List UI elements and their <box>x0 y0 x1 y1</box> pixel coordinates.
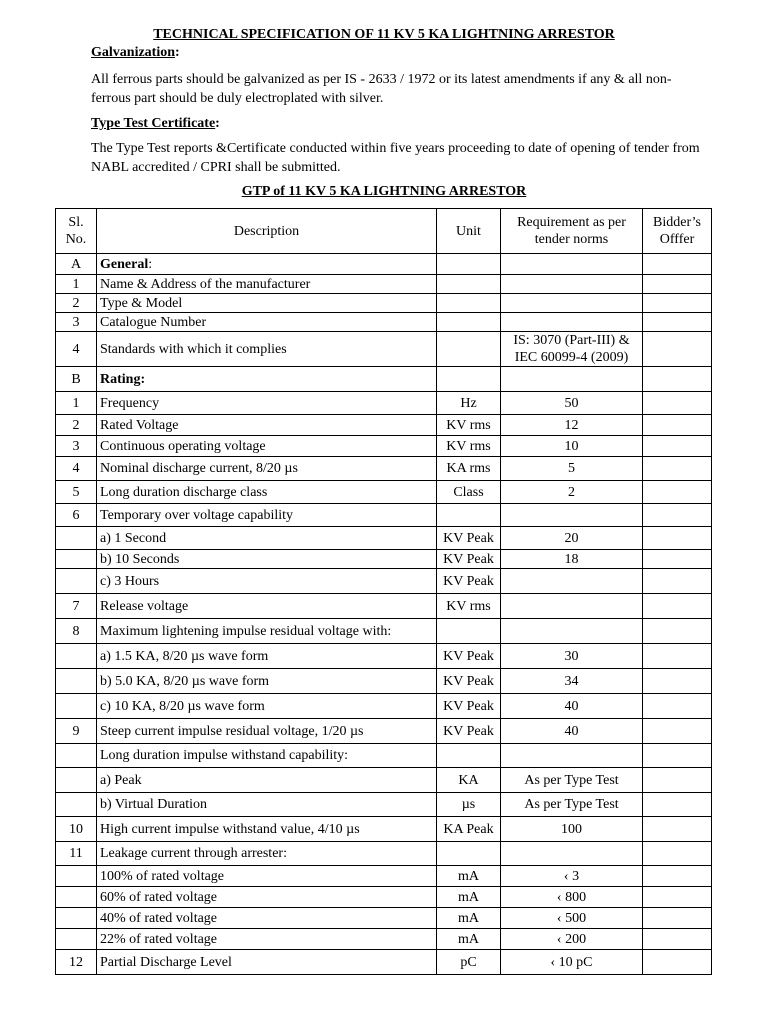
cell-bidders-offer <box>643 694 712 719</box>
type-test-text: The Type Test reports &Certificate conducted within five years proceeding to date of opening of tender from NABL accredited / CPRI shall be submitted. <box>91 141 700 175</box>
cell-sl-no <box>56 569 97 594</box>
cell-requirement: 2 <box>501 481 643 504</box>
cell-description: a) 1.5 KA, 8/20 µs wave form <box>97 644 437 669</box>
cell-description: c) 3 Hours <box>97 569 437 594</box>
cell-sl-no <box>56 744 97 768</box>
cell-bidders-offer <box>643 594 712 619</box>
table-row <box>56 908 712 929</box>
cell-bidders-offer <box>643 817 712 842</box>
cell-bidders-offer <box>643 367 712 392</box>
table-row <box>56 481 712 504</box>
cell-unit: KV Peak <box>437 550 501 569</box>
cell-description: Temporary over voltage capability <box>97 504 437 527</box>
cell-requirement <box>501 619 643 644</box>
cell-bidders-offer <box>643 744 712 768</box>
cell-requirement: 40 <box>501 719 643 744</box>
cell-unit: KA Peak <box>437 817 501 842</box>
cell-sl-no <box>56 669 97 694</box>
cell-description: 22% of rated voltage <box>97 929 437 950</box>
table-header-row <box>56 209 712 254</box>
cell-description: Rated Voltage <box>97 415 437 436</box>
cell-sl-no: 7 <box>56 594 97 619</box>
cell-sl-no: 5 <box>56 481 97 504</box>
table-row <box>56 313 712 332</box>
cell-unit: µs <box>437 793 501 817</box>
cell-requirement: 100 <box>501 817 643 842</box>
cell-description: Name & Address of the manufacturer <box>97 275 437 294</box>
table-row <box>56 527 712 550</box>
cell-sl-no: 12 <box>56 950 97 975</box>
table-row <box>56 950 712 975</box>
cell-bidders-offer <box>643 457 712 481</box>
cell-description: Nominal discharge current, 8/20 µs <box>97 457 437 481</box>
cell-sl-no: 1 <box>56 275 97 294</box>
table-row <box>56 669 712 694</box>
cell-bidders-offer <box>643 908 712 929</box>
cell-sl-no: 8 <box>56 619 97 644</box>
cell-sl-no <box>56 908 97 929</box>
cell-description: Rating: <box>97 367 437 392</box>
cell-unit: mA <box>437 908 501 929</box>
cell-bidders-offer <box>643 719 712 744</box>
table-row <box>56 275 712 294</box>
table-body <box>56 254 712 975</box>
cell-unit: KV Peak <box>437 569 501 594</box>
cell-requirement: ‹ 10 pC <box>501 950 643 975</box>
cell-description: b) Virtual Duration <box>97 793 437 817</box>
cell-bidders-offer <box>643 436 712 457</box>
table-row <box>56 294 712 313</box>
cell-description: Maximum lightening impulse residual voltage with: <box>97 619 437 644</box>
cell-unit: Class <box>437 481 501 504</box>
cell-unit <box>437 619 501 644</box>
cell-sl-no <box>56 694 97 719</box>
header-unit: Unit <box>437 209 501 254</box>
table-row <box>56 457 712 481</box>
cell-sl-no <box>56 527 97 550</box>
cell-requirement: ‹ 200 <box>501 929 643 950</box>
cell-bidders-offer <box>643 392 712 415</box>
cell-unit: mA <box>437 887 501 908</box>
cell-unit <box>437 504 501 527</box>
cell-description: Frequency <box>97 392 437 415</box>
header-sl-no: Sl. No. <box>56 209 97 254</box>
cell-unit: mA <box>437 929 501 950</box>
cell-description: High current impulse withstand value, 4/10 µs <box>97 817 437 842</box>
table-row <box>56 744 712 768</box>
cell-requirement <box>501 254 643 275</box>
cell-unit: KA rms <box>437 457 501 481</box>
cell-description: Continuous operating voltage <box>97 436 437 457</box>
cell-requirement: 18 <box>501 550 643 569</box>
cell-sl-no: 11 <box>56 842 97 866</box>
cell-bidders-offer <box>643 950 712 975</box>
cell-bidders-offer <box>643 669 712 694</box>
cell-requirement: 10 <box>501 436 643 457</box>
cell-sl-no <box>56 550 97 569</box>
cell-requirement: As per Type Test <box>501 793 643 817</box>
cell-description: 60% of rated voltage <box>97 887 437 908</box>
header-description: Description <box>97 209 437 254</box>
cell-description: Standards with which it complies <box>97 332 437 367</box>
cell-unit <box>437 275 501 294</box>
cell-unit: KV Peak <box>437 644 501 669</box>
cell-requirement <box>501 594 643 619</box>
cell-sl-no: 4 <box>56 332 97 367</box>
table-row <box>56 254 712 275</box>
cell-sl-no: 2 <box>56 415 97 436</box>
table-row <box>56 793 712 817</box>
cell-requirement: 30 <box>501 644 643 669</box>
cell-unit: KV Peak <box>437 694 501 719</box>
table-row <box>56 504 712 527</box>
table-row <box>56 550 712 569</box>
cell-unit: KA <box>437 768 501 793</box>
cell-bidders-offer <box>643 929 712 950</box>
cell-unit: Hz <box>437 392 501 415</box>
cell-sl-no: 4 <box>56 457 97 481</box>
cell-sl-no: A <box>56 254 97 275</box>
cell-sl-no: 9 <box>56 719 97 744</box>
cell-requirement <box>501 744 643 768</box>
cell-bidders-offer <box>643 275 712 294</box>
cell-description: 100% of rated voltage <box>97 866 437 887</box>
cell-bidders-offer <box>643 504 712 527</box>
table-row <box>56 929 712 950</box>
cell-bidders-offer <box>643 644 712 669</box>
table-row <box>56 392 712 415</box>
cell-unit: KV rms <box>437 415 501 436</box>
cell-unit: KV rms <box>437 436 501 457</box>
cell-sl-no <box>56 768 97 793</box>
cell-bidders-offer <box>643 793 712 817</box>
cell-description: Catalogue Number <box>97 313 437 332</box>
galvanization-text: All ferrous parts should be galvanized as per IS - 2633 / 1972 or its latest amendments if any & all non-ferrous part should be duly electroplated with silver. <box>91 72 672 106</box>
cell-sl-no <box>56 793 97 817</box>
table-row <box>56 842 712 866</box>
table-row <box>56 817 712 842</box>
cell-unit <box>437 313 501 332</box>
cell-requirement: 20 <box>501 527 643 550</box>
cell-requirement: ‹ 3 <box>501 866 643 887</box>
cell-unit <box>437 332 501 367</box>
cell-bidders-offer <box>643 619 712 644</box>
cell-unit <box>437 294 501 313</box>
cell-unit: mA <box>437 866 501 887</box>
cell-unit: pC <box>437 950 501 975</box>
cell-requirement <box>501 569 643 594</box>
cell-requirement <box>501 294 643 313</box>
table-row <box>56 332 712 367</box>
cell-bidders-offer <box>643 332 712 367</box>
table-row <box>56 619 712 644</box>
cell-bidders-offer <box>643 768 712 793</box>
cell-description: Long duration impulse withstand capability: <box>97 744 437 768</box>
cell-sl-no <box>56 644 97 669</box>
cell-sl-no: 2 <box>56 294 97 313</box>
cell-bidders-offer <box>643 254 712 275</box>
gtp-title: GTP of 11 KV 5 KA LIGHTNING ARRESTOR <box>241 184 527 199</box>
cell-sl-no: 1 <box>56 392 97 415</box>
cell-description: a) Peak <box>97 768 437 793</box>
cell-unit <box>437 367 501 392</box>
cell-unit: KV Peak <box>437 527 501 550</box>
cell-requirement: 12 <box>501 415 643 436</box>
cell-unit: KV rms <box>437 594 501 619</box>
document-title: TECHNICAL SPECIFICATION OF 11 KV 5 KA LIGHTNING ARRESTOR <box>153 27 615 42</box>
cell-description: Type & Model <box>97 294 437 313</box>
header-requirement: Requirement as per tender norms <box>501 209 643 254</box>
cell-bidders-offer <box>643 527 712 550</box>
table-row <box>56 594 712 619</box>
cell-requirement: IS: 3070 (Part-III) & IEC 60099-4 (2009) <box>501 332 643 367</box>
cell-requirement: 50 <box>501 392 643 415</box>
table-row <box>56 887 712 908</box>
table-row <box>56 866 712 887</box>
cell-description: Steep current impulse residual voltage, 1/20 µs <box>97 719 437 744</box>
cell-unit <box>437 842 501 866</box>
cell-description: c) 10 KA, 8/20 µs wave form <box>97 694 437 719</box>
table-row <box>56 694 712 719</box>
cell-bidders-offer <box>643 481 712 504</box>
cell-requirement <box>501 313 643 332</box>
table-row <box>56 367 712 392</box>
table-row <box>56 768 712 793</box>
cell-description: Leakage current through arrester: <box>97 842 437 866</box>
cell-requirement: 5 <box>501 457 643 481</box>
cell-description: b) 10 Seconds <box>97 550 437 569</box>
cell-sl-no <box>56 866 97 887</box>
cell-requirement: 40 <box>501 694 643 719</box>
cell-requirement: ‹ 500 <box>501 908 643 929</box>
cell-sl-no: 3 <box>56 313 97 332</box>
cell-requirement <box>501 842 643 866</box>
cell-bidders-offer <box>643 569 712 594</box>
cell-requirement: As per Type Test <box>501 768 643 793</box>
galvanization-heading: Galvanization: <box>91 45 180 60</box>
cell-unit: KV Peak <box>437 719 501 744</box>
cell-requirement: 34 <box>501 669 643 694</box>
table-row <box>56 569 712 594</box>
cell-description: Long duration discharge class <box>97 481 437 504</box>
cell-sl-no: B <box>56 367 97 392</box>
cell-bidders-offer <box>643 294 712 313</box>
cell-sl-no <box>56 929 97 950</box>
cell-sl-no: 10 <box>56 817 97 842</box>
table-row <box>56 644 712 669</box>
cell-requirement <box>501 367 643 392</box>
cell-description: Partial Discharge Level <box>97 950 437 975</box>
cell-bidders-offer <box>643 866 712 887</box>
cell-unit <box>437 744 501 768</box>
cell-sl-no: 6 <box>56 504 97 527</box>
cell-bidders-offer <box>643 313 712 332</box>
type-test-heading-text: Type Test Certificate <box>91 116 216 131</box>
cell-description: a) 1 Second <box>97 527 437 550</box>
cell-bidders-offer <box>643 550 712 569</box>
type-test-heading: Type Test Certificate: <box>91 116 220 131</box>
galvanization-heading-text: Galvanization <box>91 45 176 60</box>
cell-unit <box>437 254 501 275</box>
cell-description: 40% of rated voltage <box>97 908 437 929</box>
table-row <box>56 719 712 744</box>
cell-bidders-offer <box>643 887 712 908</box>
cell-requirement <box>501 275 643 294</box>
cell-sl-no: 3 <box>56 436 97 457</box>
cell-bidders-offer <box>643 842 712 866</box>
cell-description: b) 5.0 KA, 8/20 µs wave form <box>97 669 437 694</box>
cell-requirement <box>501 504 643 527</box>
cell-description: Release voltage <box>97 594 437 619</box>
table-row <box>56 436 712 457</box>
cell-unit: KV Peak <box>437 669 501 694</box>
cell-bidders-offer <box>643 415 712 436</box>
cell-sl-no <box>56 887 97 908</box>
gtp-table <box>55 208 712 975</box>
cell-description: General: <box>97 254 437 275</box>
cell-requirement: ‹ 800 <box>501 887 643 908</box>
table-row <box>56 415 712 436</box>
header-bidders-offer: Bidder’s Offfer <box>643 209 712 254</box>
